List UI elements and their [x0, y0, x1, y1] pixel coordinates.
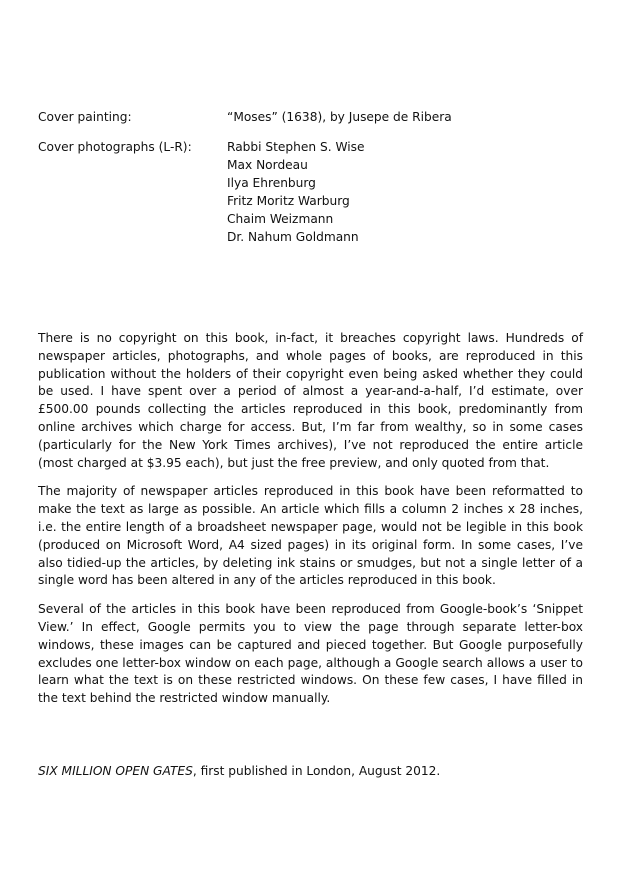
- photo-name: Max Nordeau: [227, 158, 308, 172]
- photo-name: Fritz Moritz Warburg: [227, 194, 350, 208]
- cover-painting-value: “Moses” (1638), by Jusepe de Ribera: [227, 110, 452, 124]
- photo-name: Chaim Weizmann: [227, 212, 334, 226]
- cover-photographs-row: [38, 138, 452, 246]
- copyright-notice: [38, 330, 583, 719]
- photo-name: Dr. Nahum Goldmann: [227, 230, 359, 244]
- publication-note: [38, 762, 440, 780]
- paragraph-copyright: There is no copyright on this book, in-fact, it breaches copyright laws. Hundreds of newspaper articles, photographs, and whole pages of books, are reproduced in this publication without the holders of their copyright even being asked whether they could be used. I have spent over a period of almost a year-and-a-half, I’d estimate, over £500.00 pounds collecting the articles reproduced in this book, predominantly from online archives which charge for access. But, I’m far from wealthy, so in some cases (particularly for the New York Times archives), I’ve not reproduced the entire article (most charged at $3.95 each), but just the free preview, and only quoted from that.: [38, 331, 583, 470]
- book-title: SIX MILLION OPEN GATES: [38, 764, 193, 778]
- publication-details: , first published in London, August 2012.: [192, 764, 441, 778]
- cover-photographs-label: Cover photographs (L-R):: [38, 140, 192, 154]
- cover-photographs-names: [227, 138, 364, 246]
- photo-name: Rabbi Stephen S. Wise: [227, 140, 365, 154]
- cover-credits: [38, 108, 452, 246]
- photo-name: Ilya Ehrenburg: [227, 176, 316, 190]
- paragraph-snippet-view: Several of the articles in this book have been reproduced from Google-book’s ‘Snippet View.’ In effect, Google permits you to view the page through separate letter-box windows, these images can be captured and pieced together. But Google purposefully excludes one letter-box window on each page, although a Google search allows a user to learn what the text is on these restricted windows. On these few cases, I have filled in the text behind the restricted window manually.: [38, 602, 583, 706]
- paragraph-reformatting: The majority of newspaper articles reproduced in this book have been reformatted to make the text as large as possible. An article which fills a column 2 inches x 28 inches, i.e. the entire length of a broadsheet newspaper page, would not be legible in this book (produced on Microsoft Word, A4 sized pages) in its original form. In some cases, I’ve also tidied-up the articles, by deleting ink stains or smudges, but not a single letter of a single word has been altered in any of the articles reproduced in this book.: [38, 484, 583, 588]
- cover-painting-row: [38, 108, 452, 126]
- cover-painting-label: Cover painting:: [38, 110, 132, 124]
